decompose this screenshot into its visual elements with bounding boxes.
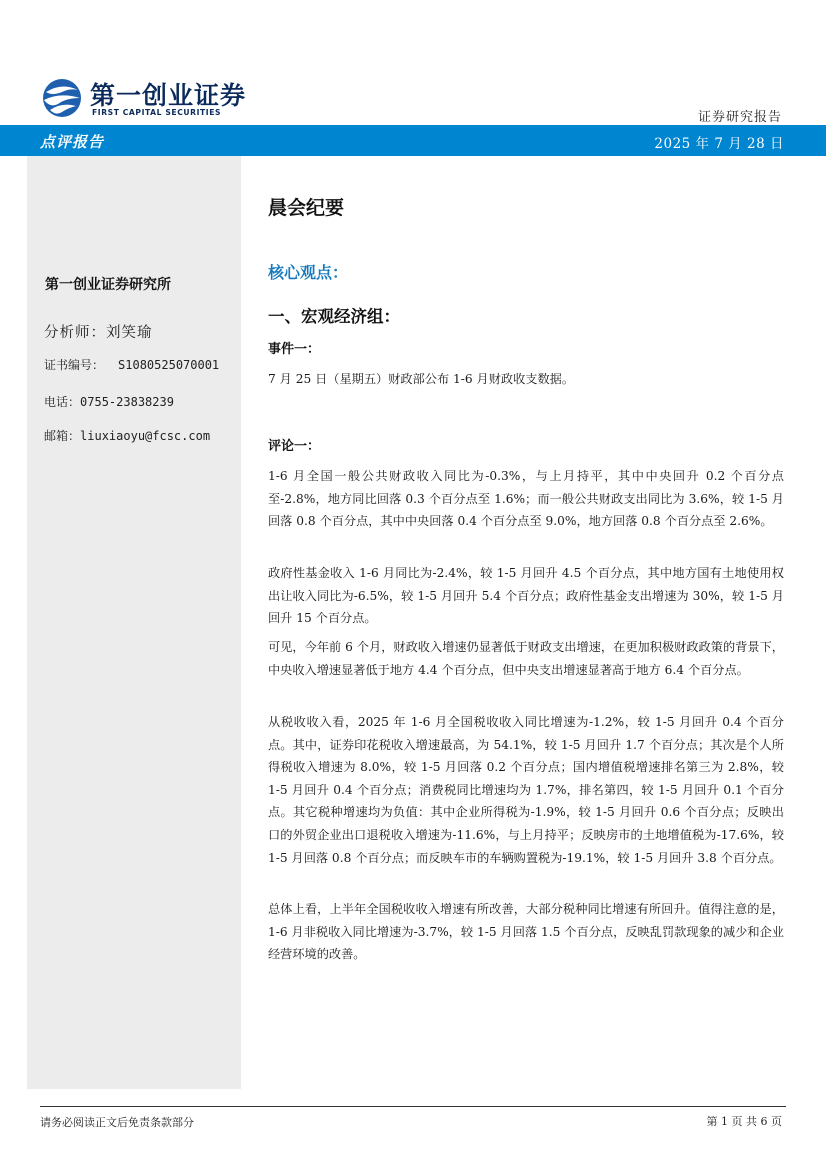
page-number: 第 1 页 共 6 页 [706,1115,782,1128]
analyst-name: 分析师：刘笑瑜 [44,325,153,341]
comment-paragraph: 从税收收入看，2025 年 1-6 月全国税收收入同比增速为-1.2%，较 1-5 月回升 0.4 个百分点。其中，证券印花税收入增速最高，为 54.1%，较 1-5 月回升 1.7 个百分点；其次是个人所得税收入增速为 8.0%，较 1-5 月回落 0.2 个百分点；国内增值税增速排名第三为 2.8%，较 1-5 月回升 0.4 个百分点；消费税同比增速均为 1.7%，排名第四，较 1-5 月回升 0.1 个百分点。其它税种增速均为负值：其中企业所得税为-1.9%，较 1-5 月回升 0.6 个百分点；反映出口的外贸企业出口退税收入增速为-11.6%，与上月持平；反映房市的土地增值税为-17.6%，较 1-5 月回落 0.8 个百分点；而反映车市的车辆购置税为-19.1%，较 1-5 月回升 3.8 个百分点。 [268,715,784,865]
footer-divider [40,1106,786,1107]
logo-company-name: 第一创业证券 [90,81,247,110]
email-info [44,427,210,444]
report-date: 2025 年 7 月 28 日 [654,136,784,152]
cert-value: S1080525070001 [118,358,220,372]
comment-paragraph: 1-6 月全国一般公共财政收入同比为-0.3%，与上月持平，其中中央回升 0.2 个百分点至-2.8%，地方同比回落 0.3 个百分点至 1.6%；而一般公共财政支出同比为 3.6%，较 1-5 月回落 0.8 个百分点，其中中央回落 0.4 个百分点至 9.0%，地方回落 0.8 个百分点至 2.6%。 [268,469,784,529]
comment-paragraph: 可见，今年前 6 个月，财政收入增速仍显著低于财政支出增速，在更加积极财政政策的背景下，中央收入增速显著低于地方 4.4 个百分点，但中央支出增速显著高于地方 6.4 个百分点。 [268,640,784,677]
cert-label: 证书编号： [44,358,105,372]
report-type-label: 证券研究报告 [697,110,782,125]
comment-paragraph: 总体上看，上半年全国税收收入增速有所改善，大部分税种同比增速有所回升。值得注意的是，1-6 月非税收入同比增速为-3.7%，较 1-5 月回落 1.5 个百分点，反映乱罚款现象的减少和企业经营环境的改善。 [268,902,784,962]
sidebar-panel [27,156,241,1089]
footer-disclaimer: 请务必阅读正文后免责条款部分 [40,1116,194,1129]
section-heading: 一、宏观经济组： [268,307,400,326]
comment-paragraph: 政府性基金收入 1-6 月同比为-2.4%，较 1-5 月回升 4.5 个百分点，其中地方国有土地使用权出让收入同比为-6.5%，较 1-5 月回升 5.4 个百分点；政府性基金支出增速为 30%，较 1-5 月回升 15 个百分点。 [268,566,784,626]
page-title: 晨会纪要 [268,197,345,219]
event-text: 7 月 25 日（星期五）财政部公布 1-6 月财政收支数据。 [268,372,575,386]
phone-value: 0755-23838239 [80,395,174,409]
event-heading: 事件一： [268,342,321,357]
phone-label: 电话： [44,395,81,409]
header-bar [0,125,826,156]
phone-info [44,393,174,410]
core-views-heading: 核心观点： [268,263,349,282]
cert-number [44,356,219,373]
institute-name: 第一创业证券研究所 [45,277,171,293]
email-link[interactable]: liuxiaoyu@fcsc.com [80,429,211,443]
comment-heading: 评论一： [268,439,321,454]
company-logo [40,74,247,122]
report-category: 点评报告 [40,133,105,151]
email-label: 邮箱： [44,429,81,443]
logo-company-name-en: FIRST CAPITAL SECURITIES [92,108,222,117]
globe-logo-icon [42,78,82,118]
